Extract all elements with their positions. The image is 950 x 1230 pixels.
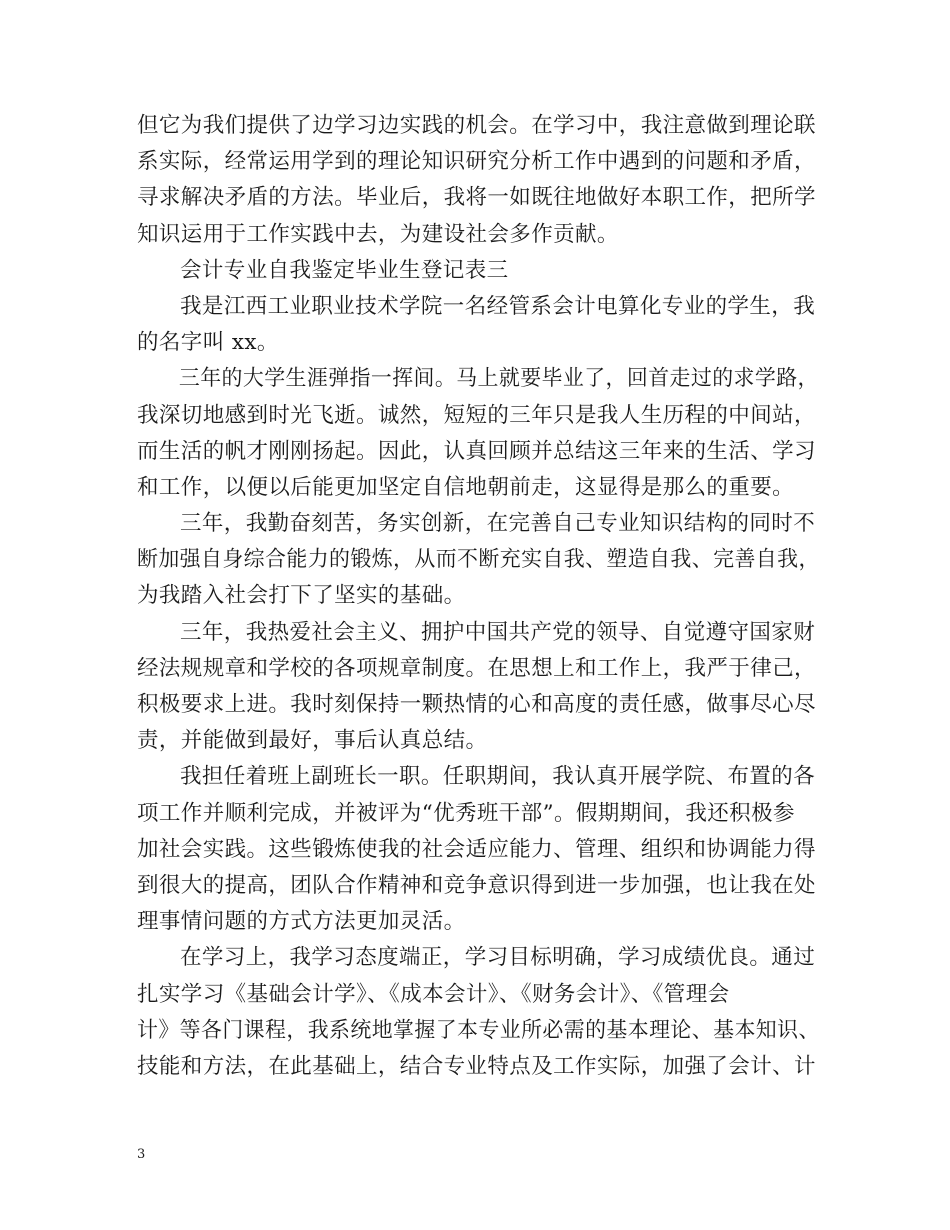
- text-line: 但它为我们提供了边学习边实践的机会。在学习中，我注意做到理论联: [137, 113, 816, 138]
- text-line: 知识运用于工作实践中去，为建设社会多作贡献。: [137, 221, 619, 247]
- text-line: 积极要求上进。我时刻保持一颗热情的心和高度的责任感，做事尽心尽: [137, 692, 816, 717]
- page-number: 3: [137, 1147, 146, 1162]
- text-line: 在学习上，我学习态度端正，学习目标明确，学习成绩优良。通过: [180, 945, 816, 971]
- text-line: 技能和方法，在此基础上，结合专业特点及工作实际，加强了会计、计: [137, 1053, 816, 1079]
- document-body: [137, 108, 820, 1085]
- text-line: 我是江西工业职业技术学院一名经管系会计电算化专业的学生，我: [180, 293, 816, 319]
- text-line: 和工作，以便以后能更加坚定自信地朝前走，这显得是那么的重要。: [137, 474, 795, 500]
- text-line: 项工作并顺利完成，并被评为“优秀班干部”。假期期间，我还积极参: [137, 800, 795, 826]
- text-line: 到很大的提高，团队合作精神和竞争意识得到进一步加强，也让我在处: [137, 872, 816, 898]
- text-line: 为我踏入社会打下了坚实的基础。: [137, 583, 466, 609]
- text-line: 寻求解决矛盾的方法。毕业后，我将一如既往地做好本职工作，把所学: [137, 185, 816, 211]
- text-line: 加社会实践。这些锻炼使我的社会适应能力、管理、组织和协调能力得: [137, 836, 816, 862]
- text-line: 三年的大学生涯弹指一挥间。马上就要毕业了，回首走过的求学路，: [178, 366, 819, 392]
- text-line: 我深切地感到时光飞逝。诚然，短短的三年只是我人生历程的中间站，: [137, 402, 816, 428]
- text-line: 经法规规章和学校的各项规章制度。在思想上和工作上，我严于律己，: [137, 655, 816, 681]
- text-line: 计》等各门课程，我系统地掌握了本专业所必需的基本理论、基本知识、: [137, 1017, 820, 1043]
- text-line: 责，并能做到最好，事后认真总结。: [137, 728, 488, 754]
- text-line: 扎实学习《基础会计学》、《成本会计》、《财务会计》、《管理会: [137, 981, 730, 1007]
- text-line: 系实际，经常运用学到的理论知识研究分析工作中遇到的问题和矛盾，: [137, 149, 816, 175]
- text-line: 的名字叫 xx。: [137, 330, 279, 356]
- text-line: 断加强自身综合能力的锻炼，从而不断充实自我、塑造自我、完善自我，: [137, 547, 820, 573]
- text-line: 三年，我勤奋刻苦，务实创新，在完善自己专业知识结构的同时不: [180, 511, 816, 537]
- text-line: 而生活的帆才刚刚扬起。因此，认真回顾并总结这三年来的生活、学习: [137, 438, 816, 464]
- text-line: 会计专业自我鉴定毕业生登记表三: [180, 257, 509, 283]
- text-line: 三年，我热爱社会主义、拥护中国共产党的领导、自觉遵守国家财: [180, 619, 816, 645]
- text-line: 我担任着班上副班长一职。任职期间，我认真开展学院、布置的各: [180, 764, 816, 790]
- text-line: 理事情问题的方式方法更加灵活。: [137, 909, 466, 935]
